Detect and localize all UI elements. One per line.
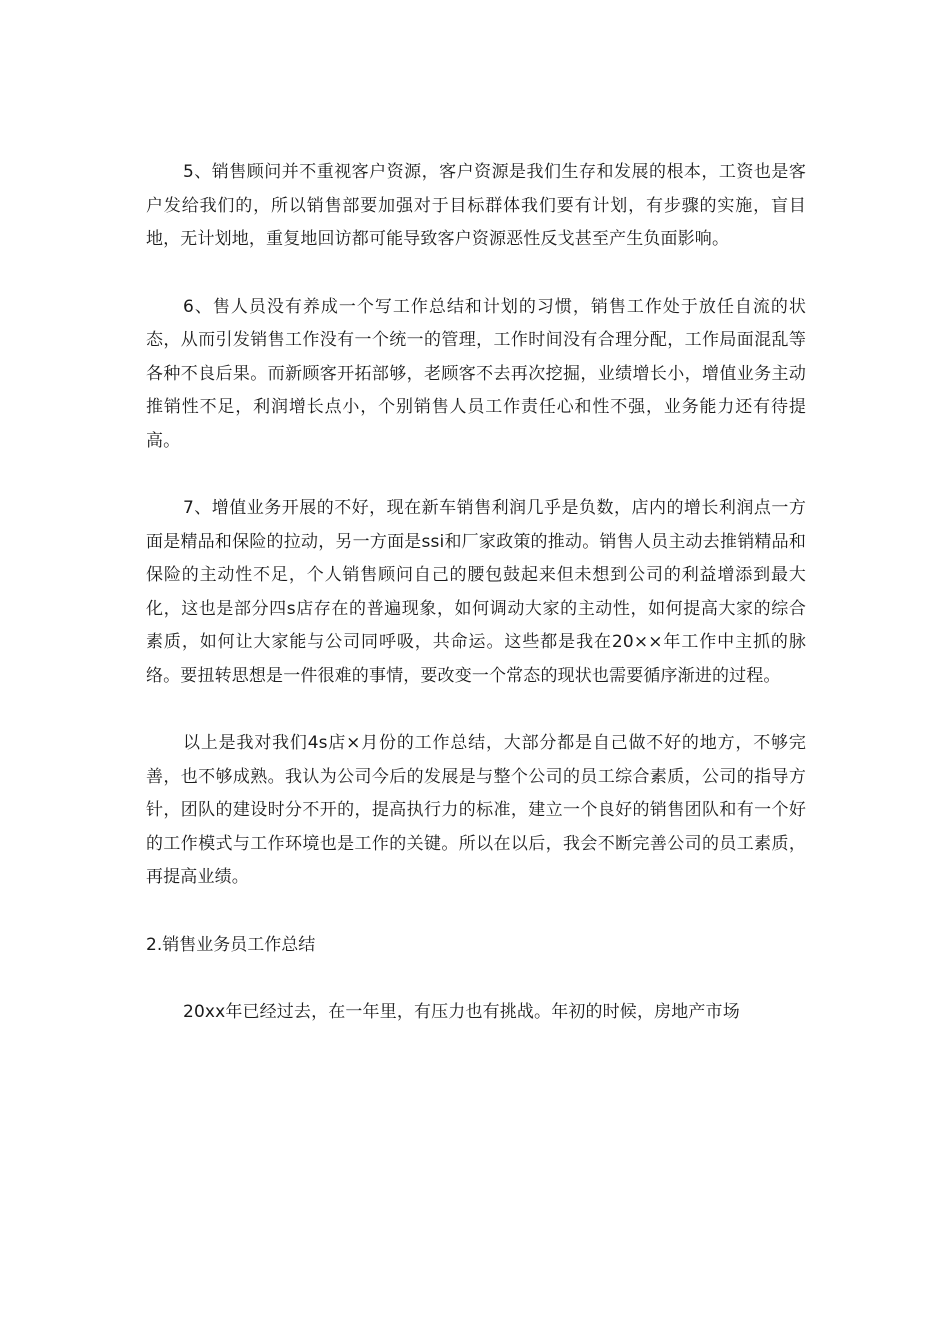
paragraph-6: 6、售人员没有养成一个写工作总结和计划的习惯，销售工作处于放任自流的状态，从而引发销售工作没有一个统一的管理，工作时间没有合理分配，工作局面混乱等各种不良后果。而新顾客开拓部够，老顾客不去再次挖掘，业绩增长小，增值业务主动推销性不足，利润增长点小，个别销售人员工作责任心和性不强，业务能力还有待提高。: [146, 296, 806, 451]
document-body: [146, 156, 806, 1030]
paragraph-7: 7、增值业务开展的不好，现在新车销售利润几乎是负数，店内的增长利润点一方面是精品和保险的拉动，另一方面是ssi和厂家政策的推动。销售人员主动去推销精品和保险的主动性不足，个人销售顾问自己的腰包鼓起来但未想到公司的利益增添到最大化，这也是部分四s店存在的普遍现象，如何调动大家的主动性，如何提高大家的综合素质，如何让大家能与公司同呼吸，共命运。这些都是我在20××年工作中主抓的脉络。要扭转思想是一件很难的事情，要改变一个常态的现状也需要循序渐进的过程。: [146, 498, 806, 686]
section-heading: 2.销售业务员工作总结: [146, 934, 316, 955]
paragraph-summary: 以上是我对我们4s店×月份的工作总结，大部分都是自己做不好的地方，不够完善，也不够成熟。我认为公司今后的发展是与整个公司的员工综合素质，公司的指导方针，团队的建设时分不开的，提高执行力的标准，建立一个良好的销售团队和有一个好的工作模式与工作环境也是工作的关键。所以在以后，我会不断完善公司的员工素质，再提高业绩。: [146, 733, 806, 887]
paragraph-5: 5、销售顾问并不重视客户资源，客户资源是我们生存和发展的根本，工资也是客户发给我们的，所以销售部要加强对于目标群体我们要有计划，有步骤的实施，盲目地，无计划地，重复地回访都可能导致客户资源恶性反戈甚至产生负面影响。: [146, 162, 806, 249]
paragraph-intro: 20xx年已经过去，在一年里，有压力也有挑战。年初的时候，房地产市场: [183, 1002, 740, 1022]
